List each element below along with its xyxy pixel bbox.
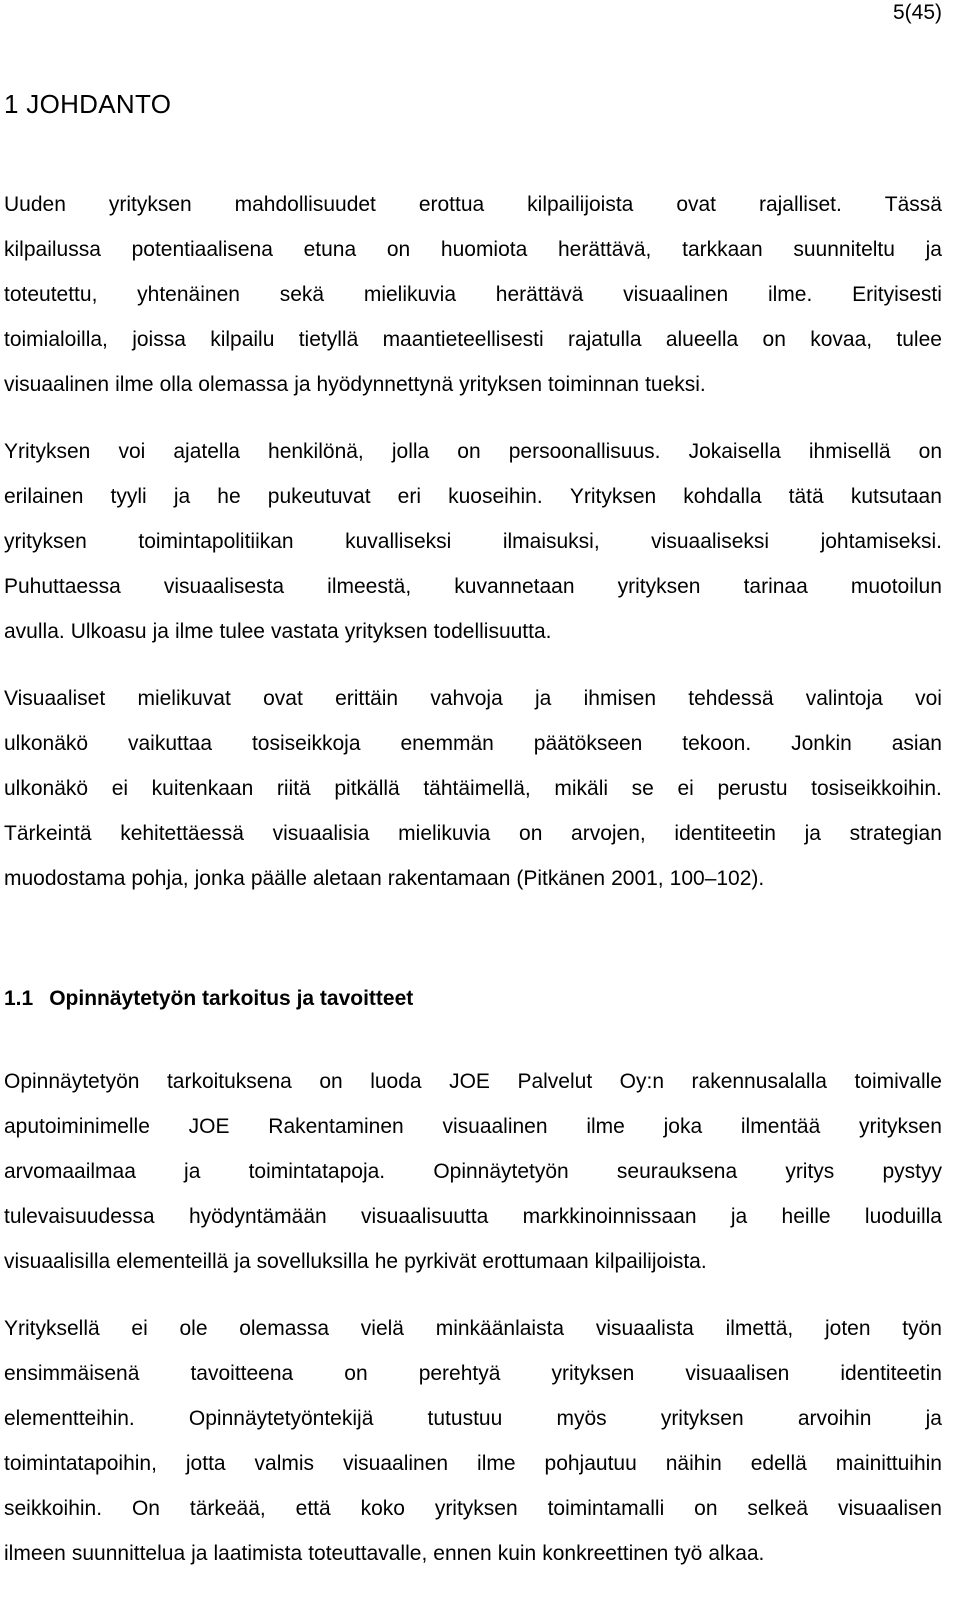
page-number: 5(45) (892, 1, 942, 24)
paragraph-line: Visuaaliset mielikuvat ovat erittäin vahvoja ja ihmisen tehdessä valintoja voi (4, 687, 942, 710)
paragraph-line: ensimmäisenä tavoitteena on perehtyä yrityksen visuaalisen identiteetin (4, 1362, 942, 1385)
paragraph-line: avulla. Ulkoasu ja ilme tulee vastata yrityksen todellisuutta. (4, 620, 552, 643)
paragraph-line: ulkonäkö vaikuttaa tosiseikkoja enemmän päätökseen tekoon. Jonkin asian (4, 732, 942, 755)
paragraph (4, 429, 942, 654)
chapter-title: 1 JOHDANTO (4, 89, 172, 119)
paragraph-line: aputoiminimelle JOE Rakentaminen visuaalinen ilme joka ilmentää yrityksen (4, 1115, 942, 1138)
paragraph-line: visuaalisilla elementeillä ja sovelluksilla he pyrkivät erottumaan kilpailijoista. (4, 1250, 707, 1273)
paragraph-line: Puhuttaessa visuaalisesta ilmeestä, kuvannetaan yrityksen tarinaa muotoilun (4, 575, 942, 598)
paragraph-line: Yrityksellä ei ole olemassa vielä minkäänlaista visuaalista ilmettä, joten työn (4, 1317, 942, 1340)
paragraph (4, 182, 942, 407)
paragraph-line: erilainen tyyli ja he pukeutuvat eri kuoseihin. Yrityksen kohdalla tätä kutsutaan (4, 485, 942, 508)
section-number: 1.1 (4, 987, 34, 1010)
section-heading-text: Opinnäytetyön tarkoitus ja tavoitteet (49, 987, 414, 1010)
paragraph-line: kilpailussa potentiaalisena etuna on huomiota herättävä, tarkkaan suunniteltu ja (4, 238, 942, 261)
section-title (4, 984, 413, 1014)
paragraph-line: muodostama pohja, jonka päälle aletaan rakentamaan (Pitkänen 2001, 100–102). (4, 867, 765, 890)
paragraph-line: visuaalinen ilme olla olemassa ja hyödynnettynä yrityksen toiminnan tueksi. (4, 373, 706, 396)
paragraph-line: Tärkeintä kehitettäessä visuaalisia mielikuvia on arvojen, identiteetin ja strategian (4, 822, 942, 845)
paragraph-line: yrityksen toimintapolitiikan kuvalliseksi ilmaisuksi, visuaaliseksi johtamiseksi. (4, 530, 942, 553)
paragraph (4, 676, 942, 901)
paragraph-line: tulevaisuudessa hyödyntämään visuaalisuutta markkinoinnissaan ja heille luoduilla (4, 1205, 942, 1228)
paragraph-line: seikkoihin. On tärkeää, että koko yrityksen toimintamalli on selkeä visuaalisen (4, 1497, 942, 1520)
paragraph-line: ulkonäkö ei kuitenkaan riitä pitkällä tähtäimellä, mikäli se ei perustu tosiseikkoihin. (4, 777, 942, 800)
paragraph-line: toimintatapoihin, jotta valmis visuaalinen ilme pohjautuu näihin edellä mainittuihin (4, 1452, 942, 1475)
paragraph-line: Uuden yrityksen mahdollisuudet erottua kilpailijoista ovat rajalliset. Tässä (4, 193, 942, 216)
paragraph-line: Opinnäytetyön tarkoituksena on luoda JOE Palvelut Oy:n rakennusalalla toimivalle (4, 1070, 942, 1093)
paragraph (4, 1059, 942, 1284)
paragraph-line: ilmeen suunnittelua ja laatimista toteuttavalle, ennen kuin konkreettinen työ alkaa. (4, 1542, 765, 1565)
paragraph-line: toteutettu, yhtenäinen sekä mielikuvia herättävä visuaalinen ilme. Erityisesti (4, 283, 942, 306)
paragraph-line: toimialoilla, joissa kilpailu tietyllä maantieteellisesti rajatulla alueella on kovaa, tulee (4, 328, 942, 351)
paragraph-line: elementteihin. Opinnäytetyöntekijä tutustuu myös yrityksen arvoihin ja (4, 1407, 942, 1430)
paragraph (4, 1306, 942, 1576)
paragraph-line: Yrityksen voi ajatella henkilönä, jolla on persoonallisuus. Jokaisella ihmisellä on (4, 440, 942, 463)
paragraph-line: arvomaailmaa ja toimintatapoja. Opinnäytetyön seurauksena yritys pystyy (4, 1160, 942, 1183)
